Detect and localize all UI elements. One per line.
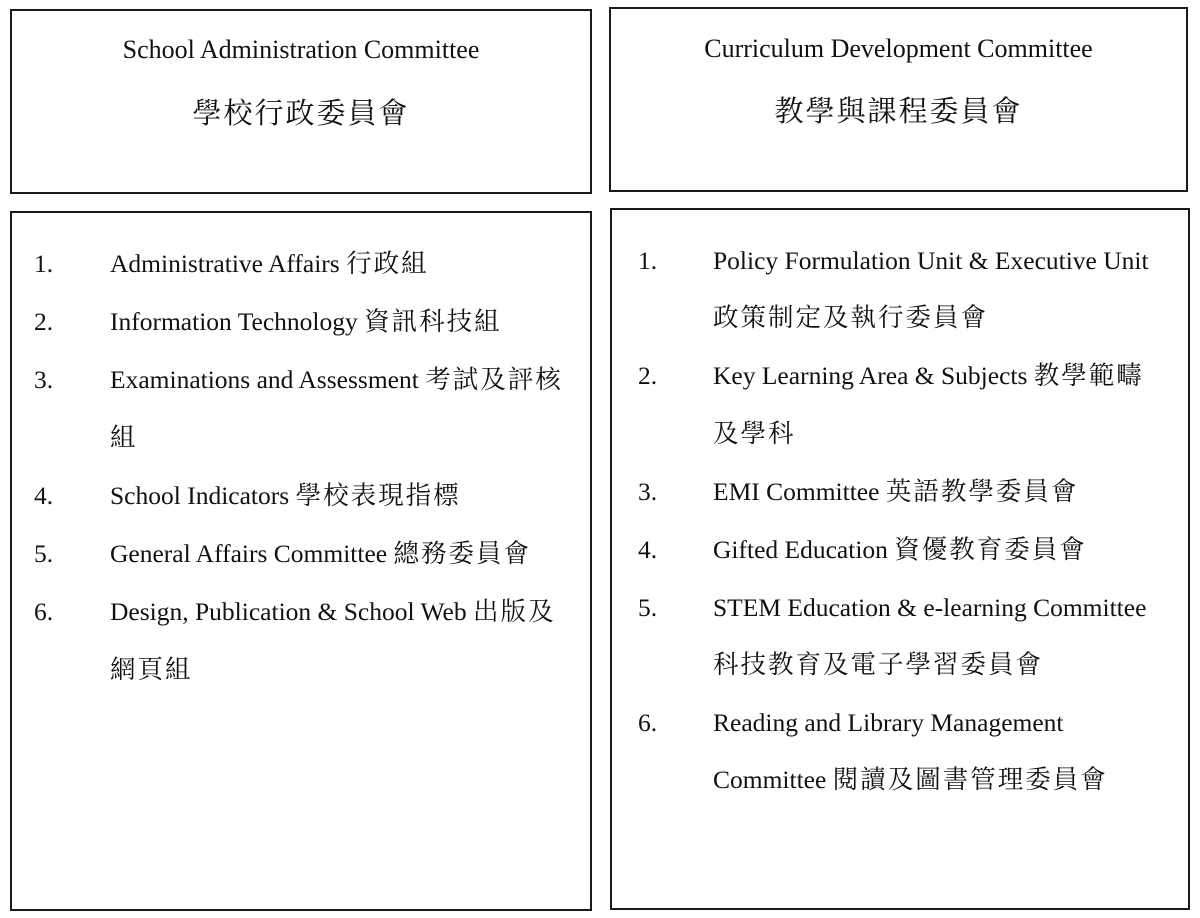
header-title-english: Curriculum Development Committee bbox=[704, 34, 1093, 63]
item-label-chinese: 政策制定及執行委員會 bbox=[713, 303, 989, 333]
item-label-english: STEM Education & e-learning Committee bbox=[713, 593, 1147, 622]
item-number: 1. bbox=[34, 249, 54, 278]
item-label-chinese: 閱讀及圖書管理委員會 bbox=[832, 765, 1108, 795]
header-title-chinese: 教學與課程委員會 bbox=[774, 94, 1023, 128]
item-label-chinese: 科技教育及電子學習委員會 bbox=[713, 650, 1044, 680]
item-label-english: Policy Formulation Unit & Executive Unit bbox=[713, 246, 1149, 275]
list-item bbox=[612, 521, 1184, 579]
item-label-english: Key Learning Area & Subjects bbox=[713, 361, 1034, 390]
item-label-chinese: 教學範疇及學科 bbox=[713, 361, 1144, 449]
list-item bbox=[12, 583, 584, 699]
item-label-english: School Indicators bbox=[110, 481, 296, 510]
list-item bbox=[612, 579, 1184, 694]
item-label-english: General Affairs Committee bbox=[110, 539, 394, 568]
list-item bbox=[12, 293, 584, 351]
list-item bbox=[12, 525, 584, 583]
item-label-english: Gifted Education bbox=[713, 535, 895, 564]
item-number: 4. bbox=[34, 481, 54, 510]
item-label-chinese: 資訊科技組 bbox=[364, 307, 502, 337]
item-number: 5. bbox=[34, 539, 54, 568]
item-label-chinese: 資優教育委員會 bbox=[894, 535, 1087, 565]
item-label-chinese: 行政組 bbox=[346, 249, 429, 279]
item-label-english: Examinations and Assessment bbox=[110, 365, 426, 394]
item-number: 6. bbox=[638, 708, 658, 737]
list-item bbox=[612, 694, 1184, 809]
unit-list bbox=[12, 235, 584, 699]
item-number: 2. bbox=[638, 361, 658, 390]
header-title-english: School Administration Committee bbox=[122, 35, 480, 64]
list-item bbox=[12, 235, 584, 293]
item-label-chinese: 出版及網頁組 bbox=[110, 597, 556, 685]
list-item bbox=[612, 232, 1184, 347]
item-number: 3. bbox=[638, 477, 658, 506]
list-item bbox=[12, 351, 584, 467]
curriculum-development-committee-header bbox=[609, 7, 1188, 192]
item-label-english: Reading and Library Management Committee bbox=[713, 708, 1064, 794]
item-label-english: Information Technology bbox=[110, 307, 365, 336]
item-label-english: Administrative Affairs bbox=[110, 249, 347, 278]
item-number: 5. bbox=[638, 593, 658, 622]
item-label-english: EMI Committee bbox=[713, 477, 886, 506]
item-number: 6. bbox=[34, 597, 54, 626]
item-label-english: Design, Publication & School Web bbox=[110, 597, 473, 626]
header-title-chinese: 學校行政委員會 bbox=[192, 96, 410, 130]
item-label-chinese: 英語教學委員會 bbox=[885, 477, 1079, 507]
curriculum-development-units-list bbox=[610, 208, 1190, 910]
list-item bbox=[612, 347, 1184, 463]
school-administration-committee-header bbox=[10, 9, 592, 194]
item-number: 1. bbox=[638, 246, 658, 275]
list-item bbox=[612, 463, 1184, 521]
item-number: 3. bbox=[34, 365, 54, 394]
item-label-chinese: 學校表現指標 bbox=[295, 481, 461, 511]
unit-list bbox=[612, 232, 1184, 809]
item-number: 2. bbox=[34, 307, 54, 336]
item-label-chinese: 總務委員會 bbox=[393, 539, 532, 569]
item-label-chinese: 考試及評核組 bbox=[110, 365, 563, 453]
school-administration-units-list bbox=[10, 211, 592, 911]
item-number: 4. bbox=[638, 535, 658, 564]
list-item bbox=[12, 467, 584, 525]
